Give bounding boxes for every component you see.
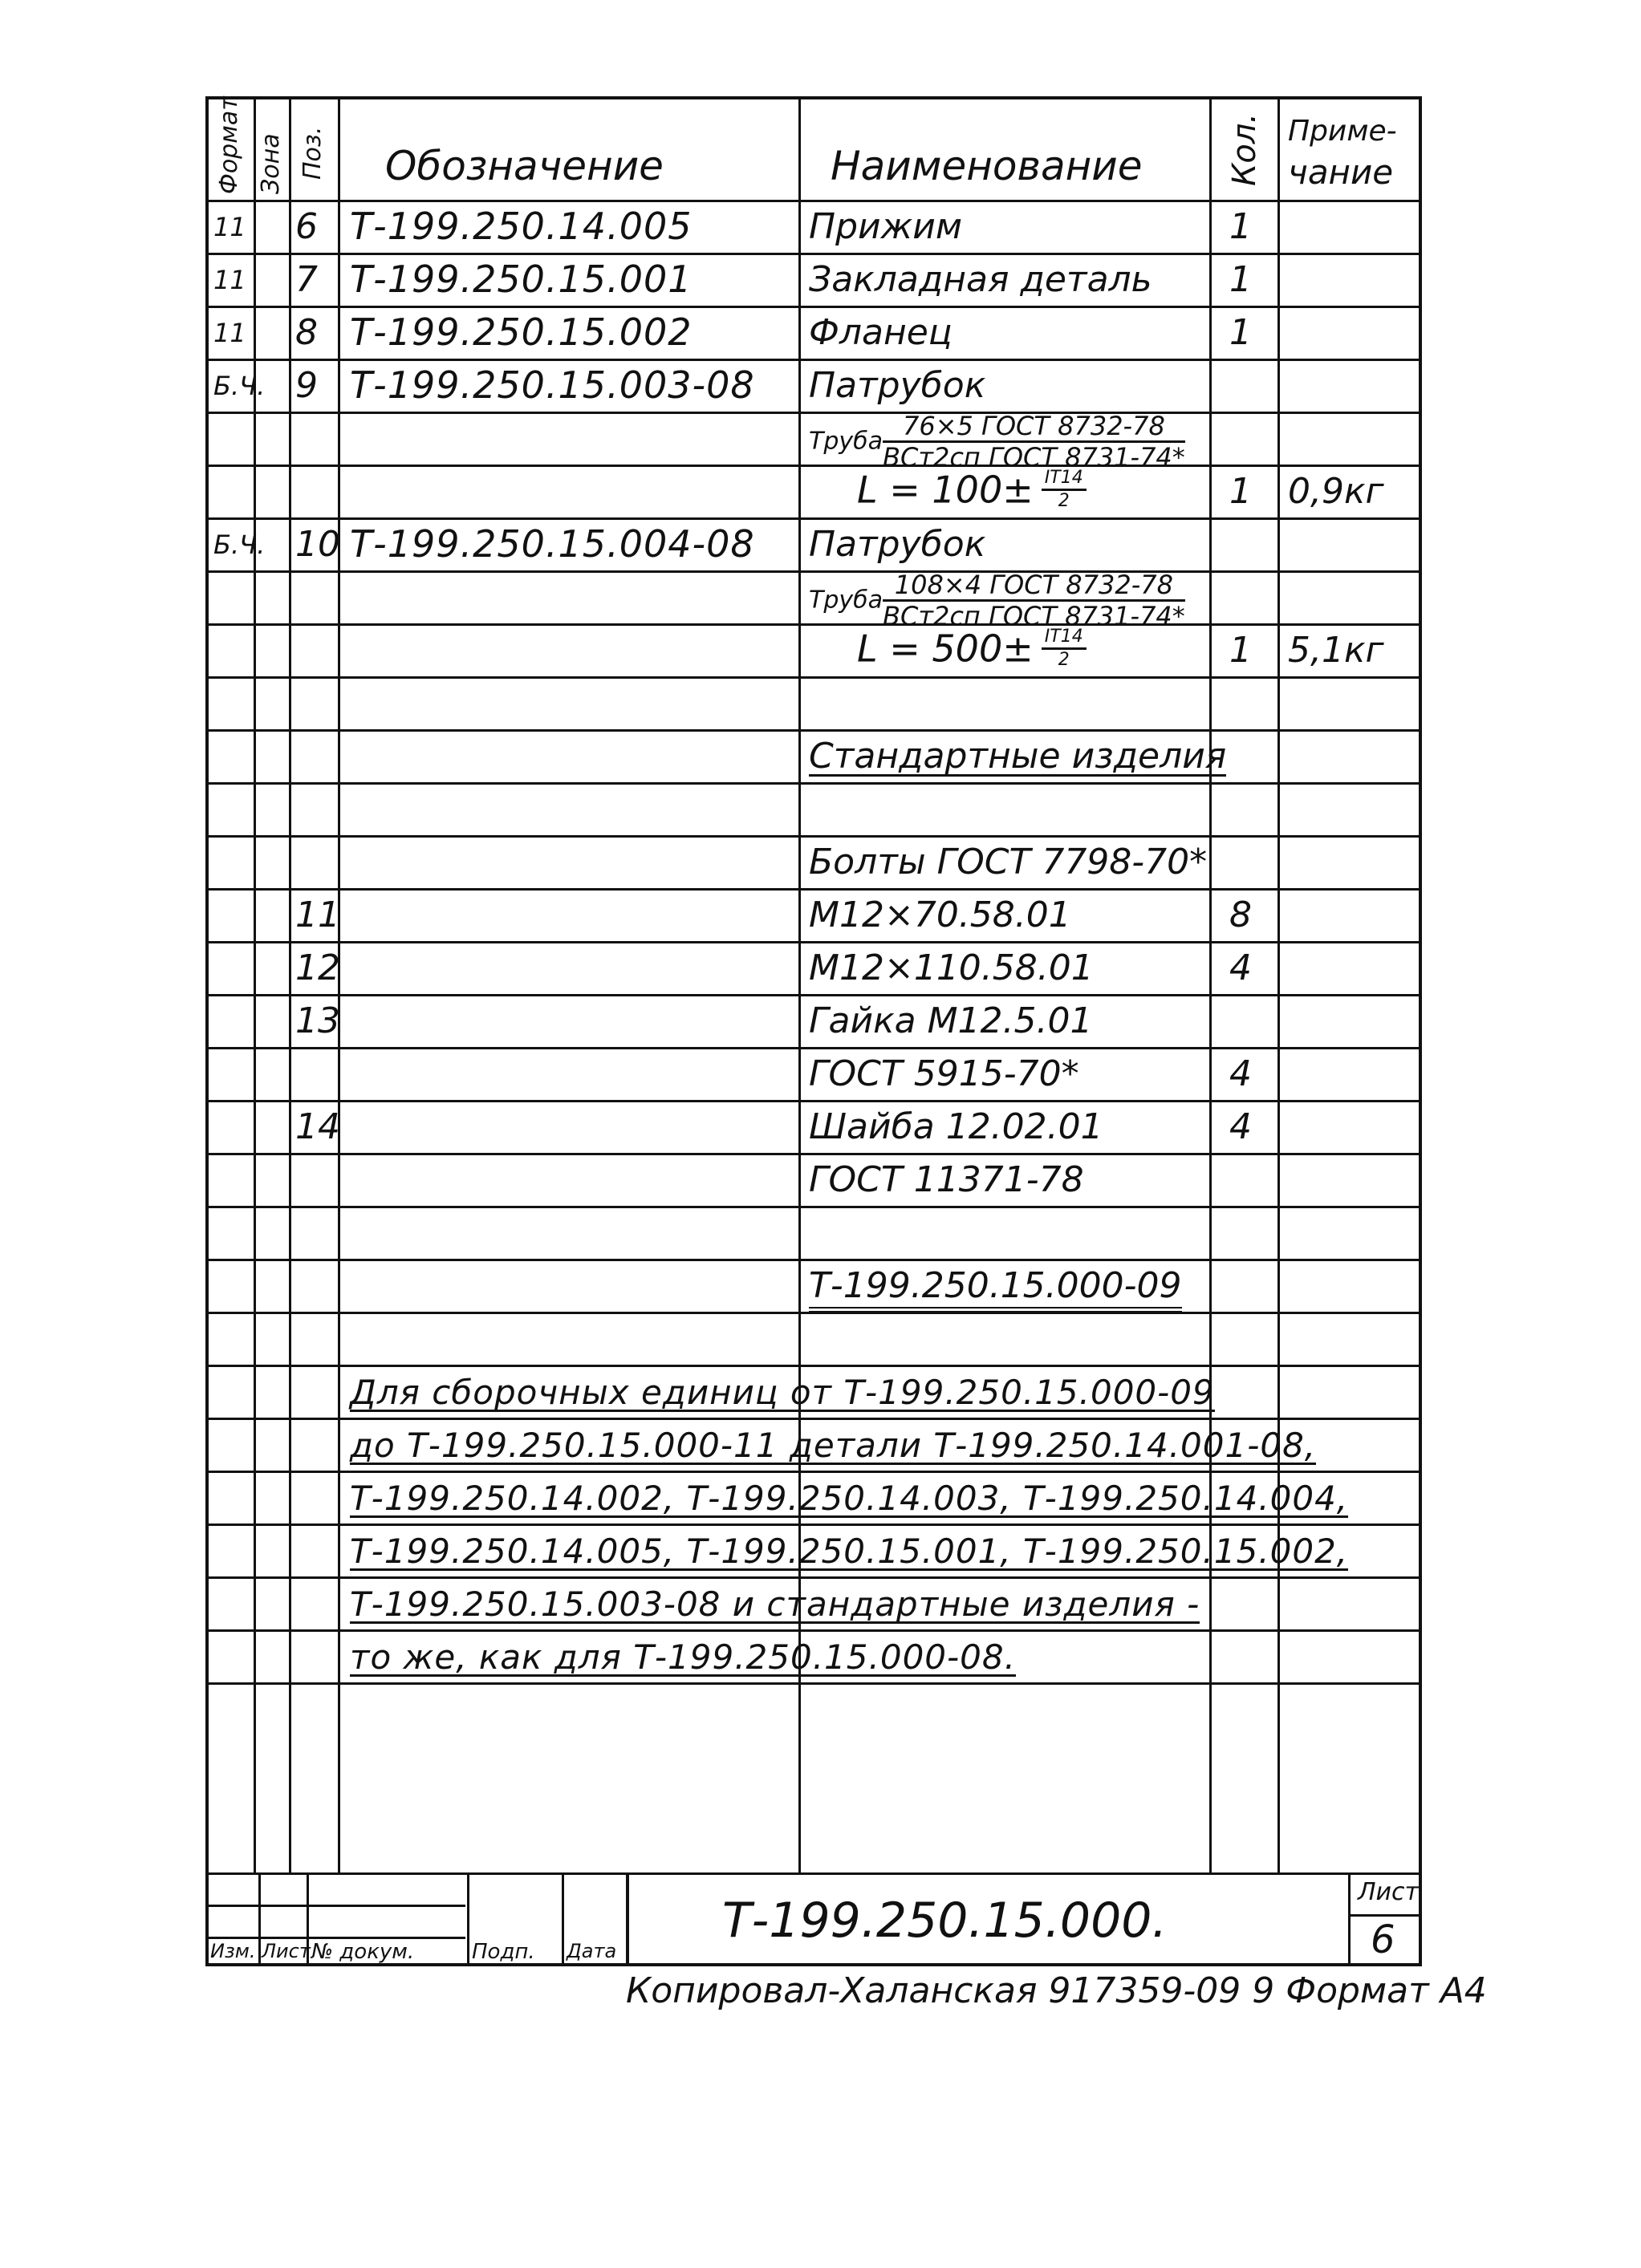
cell-name: Патрубок [809,524,986,565]
row-divider [209,676,1422,679]
cell-quantity: 8 [1229,895,1252,935]
row-divider [209,1206,1422,1208]
tolerance-divisor: 2 [1058,491,1070,511]
note-line: Для сборочных единиц от Т-199.250.15.000-09 [350,1373,1215,1412]
row-divider [209,1365,1422,1367]
cell-name: Патрубок [809,365,986,406]
col-divider-name [1209,99,1212,1872]
title-label-list: Лист [262,1940,311,1962]
cell-format: 11 [213,212,246,242]
row-divider [209,517,1422,520]
cell-name: Т-199.250.15.000-09 [809,1268,1182,1313]
row-divider [209,253,1422,255]
cell-name: Болты ГОСТ 7798-70* [809,842,1208,882]
length-value: L = 500± [857,627,1034,671]
tolerance-class: IT14 [1042,628,1087,650]
cell-name: М12×70.58.01 [809,895,1071,935]
header-format: Формат [215,96,243,194]
cell-name-pipe [809,411,1185,473]
note-line: Т-199.250.14.005, Т-199.250.15.001, Т-199.250.15.002, [350,1532,1349,1571]
tolerance-class: IT14 [1042,469,1087,491]
cell-quantity: 4 [1229,947,1252,988]
cell-format: 11 [213,265,246,295]
cell-quantity: 4 [1229,1053,1252,1094]
header-name: Наименование [831,143,1143,189]
cell-designation: Т-199.250.15.003-08 [350,363,755,407]
cell-format: 11 [213,318,246,348]
cell-note: 0,9кг [1288,471,1384,512]
row-divider [209,994,1422,996]
specification-sheet [205,96,1422,1966]
row-divider [209,1471,1422,1473]
cell-name: Шайба 12.02.01 [809,1106,1103,1147]
row-divider [209,306,1422,308]
title-label-date: Дата [567,1940,617,1962]
cell-format: Б.Ч. [213,371,266,401]
pipe-material: ВСт2сп ГОСТ 8731-74* [883,442,1185,473]
note-line: до Т-199.250.15.000-11 детали Т-199.250.14.001-08, [350,1426,1317,1465]
row-divider [209,1259,1422,1261]
row-divider [209,1418,1422,1420]
length-value: L = 100± [857,468,1034,512]
header-note-2: чание [1288,152,1394,192]
cell-name: Фланец [809,312,953,353]
pipe-label: Труба [809,586,883,615]
row-divider [209,1153,1422,1155]
pipe-material: ВСт2сп ГОСТ 8731-74* [883,601,1185,631]
cell-position: 13 [295,1000,340,1041]
note-line: то же, как для Т-199.250.15.000-08. [350,1637,1016,1677]
note-line: Т-199.250.14.002, Т-199.250.14.003, Т-199.250.14.004, [350,1479,1349,1518]
cell-position: 12 [295,947,340,988]
row-divider [209,888,1422,891]
row-divider [209,941,1422,943]
cell-designation: Т-199.250.15.001 [350,258,693,301]
cell-name-length [857,469,1087,510]
sheet-number: 6 [1371,1917,1395,1962]
pipe-spec: 108×4 ГОСТ 8732-78 [883,572,1185,602]
cell-quantity: 1 [1229,206,1252,247]
cell-position: 11 [295,895,340,935]
sheet-label: Лист [1358,1878,1420,1906]
pipe-spec: 76×5 ГОСТ 8732-78 [883,413,1185,443]
row-divider [209,1682,1422,1685]
cell-position: 14 [295,1106,340,1147]
cell-position: 7 [295,259,318,300]
cell-designation: Т-199.250.15.004-08 [350,522,755,566]
row-divider [209,1047,1422,1049]
cell-name: М12×110.58.01 [809,947,1094,988]
cell-quantity: 1 [1229,259,1252,300]
cell-name-pipe [809,572,1185,629]
title-label-doc: № докум. [311,1940,415,1964]
cell-position: 6 [295,206,318,247]
row-divider [209,729,1422,732]
header-divider [209,200,1422,202]
cell-name: ГОСТ 11371-78 [809,1159,1084,1200]
cell-name: Закладная деталь [809,259,1152,300]
row-divider [209,359,1422,361]
cell-note: 5,1кг [1288,630,1384,671]
cell-format: Б.Ч. [213,529,266,560]
note-line: Т-199.250.15.003-08 и стандартные изделия - [350,1584,1200,1624]
row-divider [209,1576,1422,1579]
cell-name: ГОСТ 5915-70* [809,1053,1079,1094]
cell-name: Стандартные изделия [809,736,1227,777]
row-divider [209,1523,1422,1526]
col-divider-zone [289,99,291,1872]
tolerance-divisor: 2 [1058,650,1070,670]
footer-stamp: Копировал-Халанская 917359-09 9 Формат А4 [626,1970,1487,2011]
title-block-top [209,1872,1422,1875]
cell-designation: Т-199.250.14.005 [350,205,693,248]
pipe-label: Труба [809,427,883,456]
header-pos: Поз. [299,126,327,180]
document-number: Т-199.250.15.000. [722,1893,1168,1949]
row-divider [209,1629,1422,1632]
cell-name: Прижим [809,206,963,247]
header-qty: Кол. [1226,112,1263,186]
row-divider [209,1100,1422,1102]
cell-quantity: 4 [1229,1106,1252,1147]
cell-quantity: 1 [1229,630,1252,671]
title-label-sign: Подп. [472,1940,535,1964]
cell-quantity: 1 [1229,312,1252,353]
cell-position: 10 [295,524,340,565]
cell-position: 9 [295,365,318,406]
cell-position: 8 [295,312,318,353]
col-divider-format [254,99,256,1872]
cell-designation: Т-199.250.15.002 [350,310,693,354]
cell-quantity: 1 [1229,471,1252,512]
row-divider [209,835,1422,838]
row-divider [209,782,1422,785]
header-note-1: Приме- [1288,115,1397,148]
cell-name-length [857,628,1087,669]
col-divider-qty [1277,99,1280,1872]
title-label-izm: Изм. [210,1940,256,1962]
header-zone: Зона [257,133,285,194]
cell-name: Гайка М12.5.01 [809,1000,1093,1041]
header-designation: Обозначение [385,143,664,189]
